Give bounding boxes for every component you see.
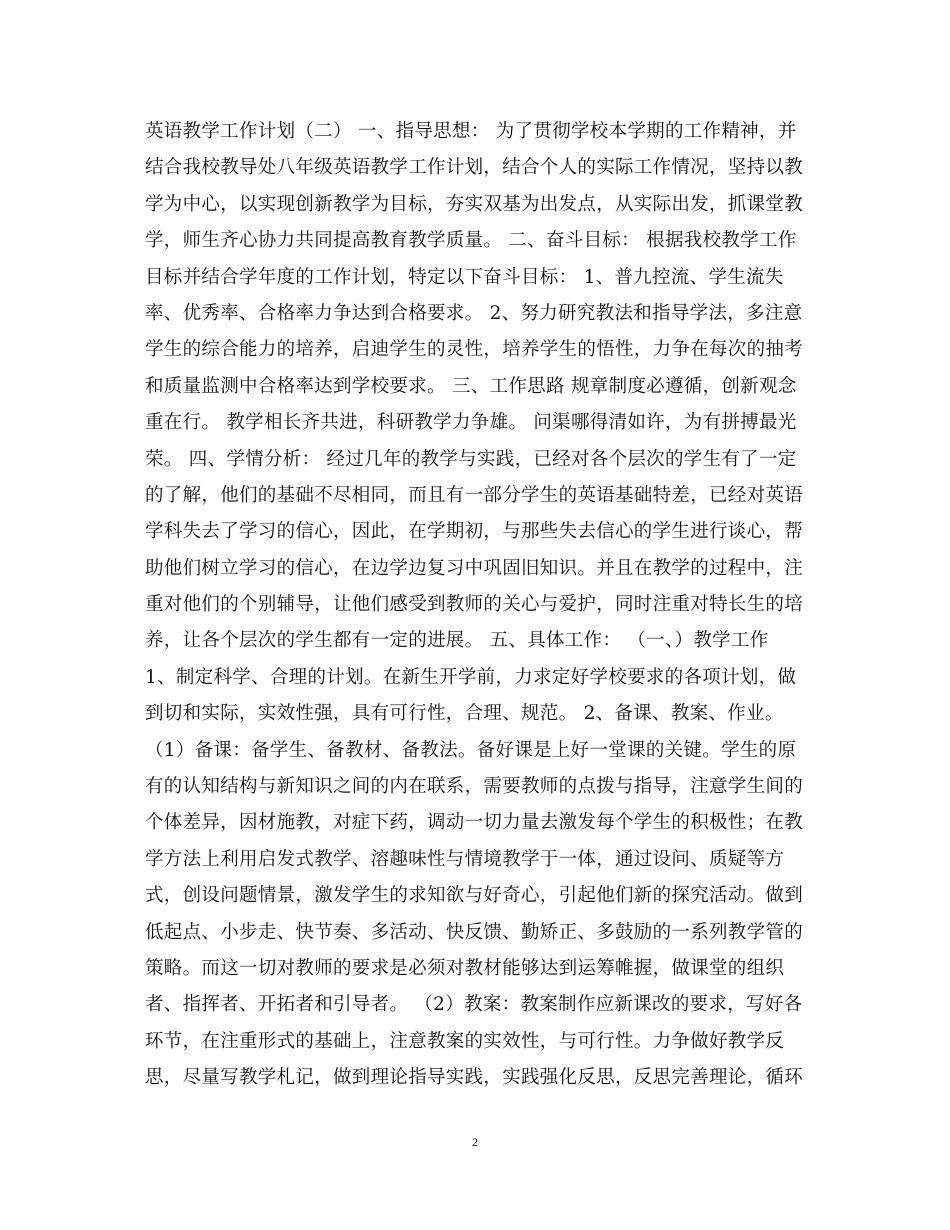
- text-line: （1）备课：备学生、备教材、备教法。备好课是上好一堂课的关键。学生的原: [145, 739, 797, 761]
- text-line: 助他们树立学习的信心，在边学边复习中巩固旧知识。并且在教学的过程中，注: [145, 557, 804, 579]
- body-text: [145, 114, 825, 1097]
- text-line: 重在行。 教学相长齐共进，科研教学力争雄。 问渠哪得清如许，为有拼搏最光: [145, 412, 797, 434]
- text-line: 学生的综合能力的培养，启迪学生的灵性，培养学生的悟性，力争在每次的抽考: [145, 339, 804, 361]
- text-line: 率、优秀率、合格率力争达到合格要求。 2、努力研究教法和指导学法，多注意: [145, 302, 803, 324]
- text-line: 目标并结合学年度的工作计划，特定以下奋斗目标： 1、普九控流、学生流失: [145, 266, 784, 288]
- text-line: 学科失去了学习的信心，因此，在学期初，与那些失去信心的学生进行谈心，帮: [145, 521, 804, 543]
- text-line: 的了解，他们的基础不尽相同，而且有一部分学生的英语基础特差，已经对英语: [145, 484, 804, 506]
- text-line: 策略。而这一切对教师的要求是必须对教材能够达到运筹帷握，做课堂的组织: [145, 957, 785, 979]
- text-line: 个体差异，因材施教，对症下药，调动一切力量去激发每个学生的积极性；在教: [145, 812, 804, 834]
- text-line: 有的认知结构与新知识之间的内在联系，需要教师的点拨与指导，注意学生间的: [145, 776, 804, 798]
- text-line: 学，师生齐心协力共同提高教育教学质量。 二、奋斗目标： 根据我校教学工作: [145, 230, 797, 252]
- text-line: 结合我校教导处八年级英语教学工作计划，结合个人的实际工作情况，坚持以教: [145, 157, 804, 179]
- text-line: 低起点、小步走、快节奏、多活动、快反馈、勤矫正、多鼓励的一系列教学管的: [145, 921, 804, 943]
- text-line: 学方法上利用启发式教学、溶趣味性与情境教学于一体，通过设问、质疑等方: [145, 848, 785, 870]
- text-line: 英语教学工作计划（二） 一、指导思想： 为了贯彻学校本学期的工作精神，并: [145, 121, 797, 142]
- text-line: 和质量监测中合格率达到学校要求。 三、工作思路 规章制度必遵循，创新观念: [145, 375, 797, 397]
- page-number: 2: [472, 1135, 478, 1149]
- text-line: 1、制定科学、合理的计划。在新生开学前，力求定好学校要求的各项计划，做: [145, 666, 797, 688]
- text-line: 思，尽量写教学札记，做到理论指导实践，实践强化反思，反思完善理论，循环: [145, 1067, 804, 1089]
- text-line: 养，让各个层次的学生都有一定的进展。 五、具体工作： （一、）教学工作: [145, 630, 769, 652]
- text-line: 到切和实际，实效性强，具有可行性，合理、规范。 2、备课、教案、作业。: [145, 703, 784, 725]
- text-line: 者、指挥者、开拓者和引导者。 （2）教案：教案制作应新课改的要求，写好各: [145, 994, 803, 1016]
- text-line: 式，创设问题情景，激发学生的求知欲与好奇心，引起他们新的探究活动。做到: [145, 885, 804, 907]
- text-line: 环节，在注重形式的基础上，注意教案的实效性，与可行性。力争做好教学反: [145, 1030, 785, 1052]
- text-line: 学为中心，以实现创新教学为目标，夯实双基为出发点，从实际出发，抓课堂教: [145, 193, 804, 215]
- text-line: 荣。 四、学情分析： 经过几年的教学与实践，已经对各个层次的学生有了一定: [145, 448, 797, 470]
- text-line: 重对他们的个别辅导，让他们感受到教师的关心与爱护，同时注重对特长生的培: [145, 594, 804, 616]
